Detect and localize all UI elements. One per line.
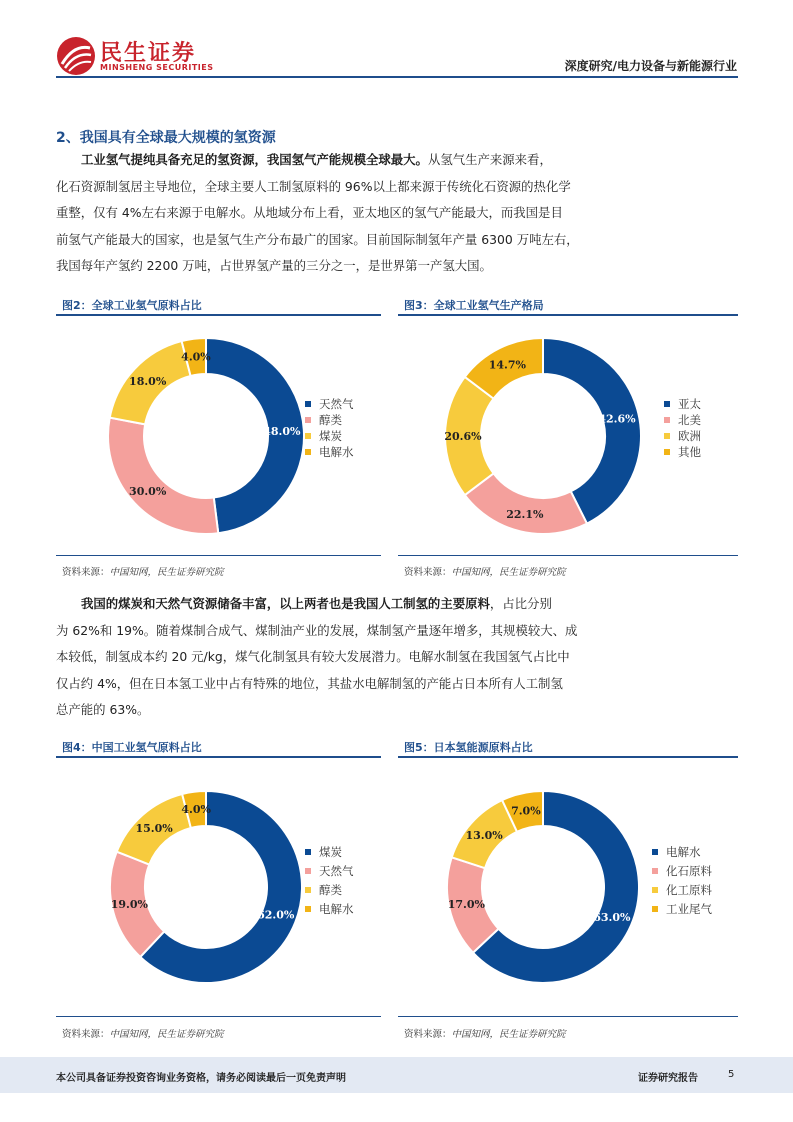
legend-label: 化石原料 xyxy=(666,863,712,878)
paragraph-line: 前氢气产能最大的国家，也是氢气生产分布最广的国家。目前国际制氢年产量 6300 万吨左右， xyxy=(56,231,579,247)
data-label: 62.0% xyxy=(257,908,295,922)
legend-item xyxy=(664,396,701,412)
legend-swatch xyxy=(305,887,311,893)
data-label: 13.0% xyxy=(465,829,503,843)
legend-label: 欧洲 xyxy=(678,429,701,443)
legend-label: 电解水 xyxy=(666,844,701,859)
data-label: 4.0% xyxy=(181,350,211,364)
figure-source xyxy=(404,1026,566,1040)
legend-item xyxy=(305,861,354,880)
figure-top-rule xyxy=(56,314,381,316)
data-label: 15.0% xyxy=(135,822,173,836)
legend-label: 醇类 xyxy=(319,882,342,897)
data-label: 20.6% xyxy=(444,430,482,443)
paragraph-line xyxy=(56,591,738,618)
legend-swatch xyxy=(652,887,658,893)
legend-item xyxy=(305,899,354,918)
chart-legend xyxy=(652,842,712,918)
legend-item xyxy=(305,412,354,428)
figure-top-rule xyxy=(56,756,381,758)
legend-item xyxy=(305,428,354,444)
data-label: 4.0% xyxy=(181,803,211,817)
legend-label: 化工原料 xyxy=(666,882,712,897)
figure-top-rule xyxy=(398,314,738,316)
legend-swatch xyxy=(652,906,658,912)
legend-label: 电解水 xyxy=(319,901,354,916)
legend-swatch xyxy=(305,433,311,439)
data-label: 7.0% xyxy=(511,804,541,818)
legend-swatch xyxy=(652,849,658,855)
data-label: 63.0% xyxy=(593,910,631,924)
legend-swatch xyxy=(664,433,670,439)
page-number: 5 xyxy=(728,1069,735,1080)
legend-swatch xyxy=(664,401,670,407)
report-category: 深度研究/电力设备与新能源行业 xyxy=(564,59,737,73)
legend-label: 北美 xyxy=(678,413,701,427)
legend-label: 醇类 xyxy=(319,413,342,427)
footer-report-label: 证券研究报告 xyxy=(638,1073,698,1084)
legend-swatch xyxy=(305,868,311,874)
legend-swatch xyxy=(305,417,311,423)
legend-item xyxy=(652,880,712,899)
data-label: 18.0% xyxy=(129,375,167,389)
source-text: 中国知网，民生证券研究院 xyxy=(451,1029,566,1040)
paragraph-line: 为 62%和 19%。随着煤制合成气、煤制油产业的发展，煤制氢产量逐年增多，其规模较大、成 xyxy=(56,622,578,638)
footer-disclaimer: 本公司具备证券投资咨询业务资格，请务必阅读最后一页免责声明 xyxy=(56,1073,346,1084)
legend-label: 天然气 xyxy=(319,397,354,411)
figure-bottom-rule xyxy=(56,1016,381,1017)
legend-item xyxy=(305,396,354,412)
logo-english-text: MINSHENG SECURITIES xyxy=(100,63,214,72)
chart-legend xyxy=(305,842,354,918)
legend-item xyxy=(305,842,354,861)
figure-title: 图3：全球工业氢气生产格局 xyxy=(404,299,544,312)
legend-item xyxy=(664,428,701,444)
figure-bottom-rule xyxy=(398,1016,738,1017)
data-label: 17.0% xyxy=(447,898,486,912)
legend-swatch xyxy=(305,401,311,407)
source-label: 资料来源： xyxy=(62,1029,110,1040)
paragraph-text: ，占比分别 xyxy=(489,596,552,611)
paragraph-line: 化石资源制氢居主导地位，全球主要人工制氢原料的 96%以上都来源于传统化石资源的热化学 xyxy=(56,178,571,194)
legend-swatch xyxy=(652,868,658,874)
legend-item xyxy=(305,444,354,460)
paragraph-line: 我国每年产氢约 2200 万吨，占世界氢产量的三分之一，是世界第一产氢大国。 xyxy=(56,258,492,273)
figure-source xyxy=(62,564,224,578)
paragraph-1 xyxy=(56,147,738,280)
legend-swatch xyxy=(305,906,311,912)
legend-item xyxy=(652,842,712,861)
figure-source xyxy=(62,1026,224,1040)
legend-swatch xyxy=(664,449,670,455)
source-label: 资料来源： xyxy=(62,567,110,578)
data-label: 22.1% xyxy=(506,507,544,521)
chart-legend xyxy=(664,396,701,460)
minsheng-logo-icon xyxy=(56,36,96,76)
figure-bottom-rule xyxy=(56,555,381,556)
data-label: 19.0% xyxy=(110,898,149,912)
legend-label: 电解水 xyxy=(319,445,354,459)
source-label: 资料来源： xyxy=(404,567,452,578)
paragraph-line xyxy=(56,147,738,174)
legend-item xyxy=(305,880,354,899)
legend-label: 工业尾气 xyxy=(666,901,712,916)
paragraph-line: 重整，仅有 4%左右来源于电解水。从地域分布上看，亚太地区的氢气产能最大，而我国是目 xyxy=(56,205,563,220)
legend-item xyxy=(652,899,712,918)
header-divider xyxy=(56,76,738,78)
figure-title: 图2：全球工业氢气原料占比 xyxy=(62,299,202,312)
data-label: 14.7% xyxy=(488,358,526,372)
data-label: 42.6% xyxy=(598,412,636,426)
data-label: 48.0% xyxy=(263,425,301,439)
chart-legend xyxy=(305,396,354,460)
source-text: 中国知网，民生证券研究院 xyxy=(451,567,566,578)
paragraph-line: 本较低，制氢成本约 20 元/kg，煤气化制氢具有较大发展潜力。电解水制氢在我国氢气占比中 xyxy=(56,649,570,664)
legend-label: 天然气 xyxy=(319,863,354,878)
legend-swatch xyxy=(664,417,670,423)
legend-label: 亚太 xyxy=(678,397,701,411)
legend-item xyxy=(664,444,701,460)
legend-item xyxy=(652,861,712,880)
figure-bottom-rule xyxy=(398,555,738,556)
source-label: 资料来源： xyxy=(404,1029,452,1040)
figure-top-rule xyxy=(398,756,738,758)
paragraph-lead: 工业氢气提纯具备充足的氢资源，我国氢气产能规模全球最大。 xyxy=(81,152,428,167)
legend-label: 煤炭 xyxy=(319,429,342,443)
legend-label: 煤炭 xyxy=(319,844,342,859)
source-text: 中国知网，民生证券研究院 xyxy=(109,1029,224,1040)
paragraph-line: 仅占约 4%，但在日本氢工业中占有特殊的地位，其盐水电解制氢的产能占日本所有人工制氢 xyxy=(56,675,563,691)
pie-slice xyxy=(108,418,218,534)
legend-swatch xyxy=(305,849,311,855)
source-text: 中国知网，民生证券研究院 xyxy=(109,567,224,578)
paragraph-2 xyxy=(56,591,738,724)
legend-item xyxy=(664,412,701,428)
legend-label: 其他 xyxy=(678,445,701,459)
figure-source xyxy=(404,564,566,578)
paragraph-text: 从氢气生产来源来看， xyxy=(427,152,552,167)
paragraph-line: 总产能的 63%。 xyxy=(56,702,150,717)
section-title: 2、我国具有全球最大规模的氢资源 xyxy=(56,130,276,146)
figure-title: 图4：中国工业氢气原料占比 xyxy=(62,741,202,754)
data-label: 30.0% xyxy=(129,484,167,498)
logo-text: 民生证券 xyxy=(100,41,197,66)
paragraph-lead: 我国的煤炭和天然气资源储备丰富，以上两者也是我国人工制氢的主要原料 xyxy=(81,596,490,611)
legend-swatch xyxy=(305,449,311,455)
figure-title: 图5：日本氢能源原料占比 xyxy=(404,741,533,754)
